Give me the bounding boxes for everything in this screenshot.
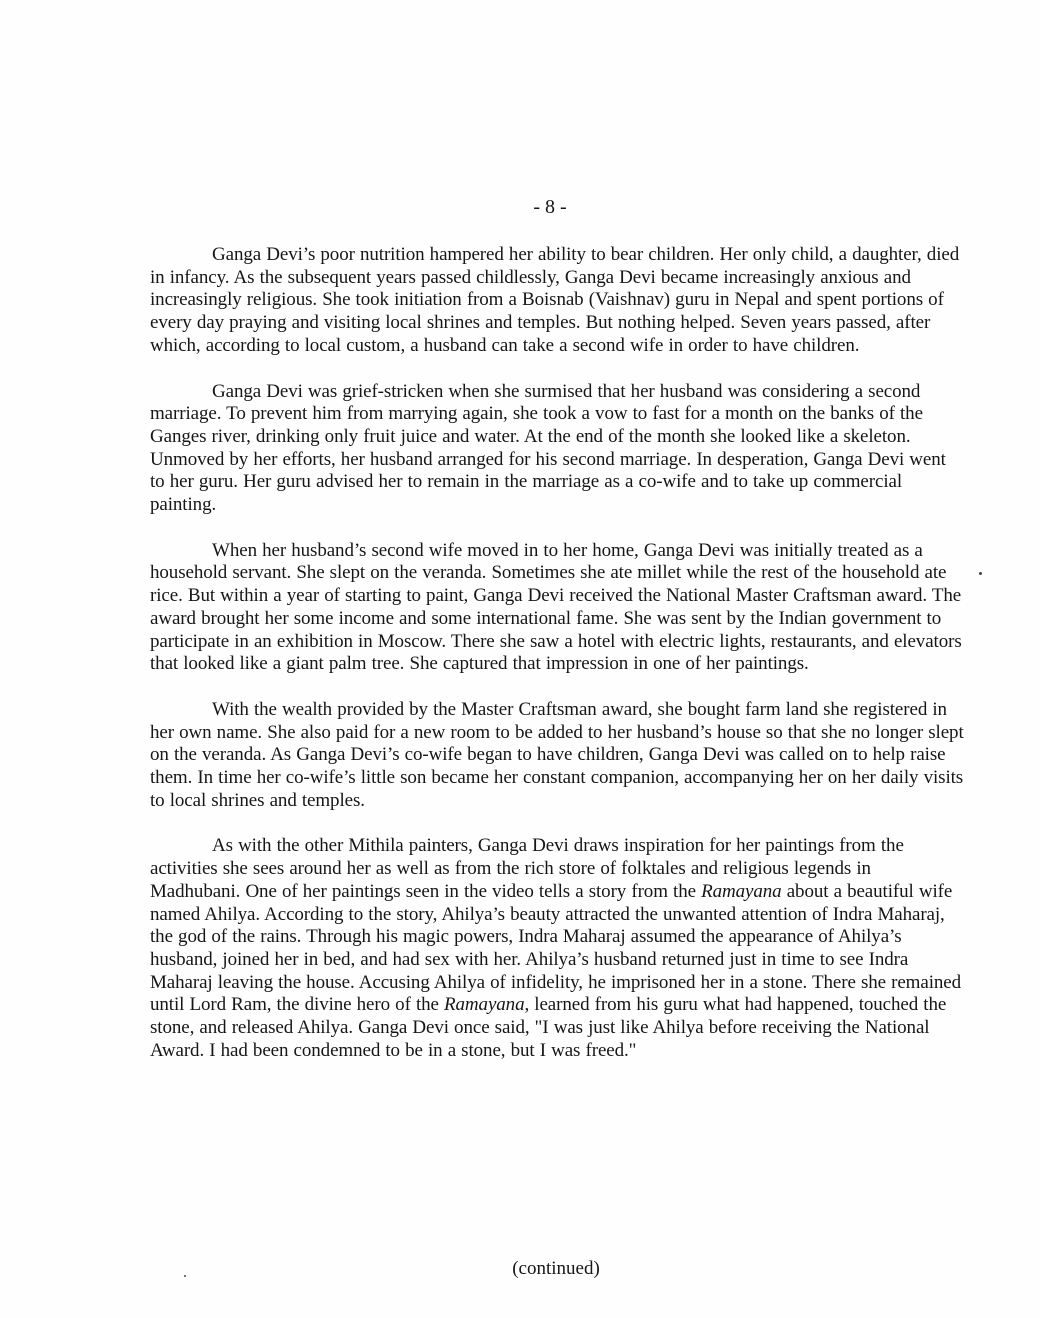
text-run: As with the other Mithila painters, Ganga Devi draws inspiration for her paintings from the activities she sees around her as well as from the rich store of folktales and religious legends in Madhubani. One of her paintings seen in the video tells a story from the — [150, 835, 904, 902]
scan-speck — [979, 572, 982, 575]
text-run: With the wealth provided by the Master Craftsman award, she bought farm land she registered in her own name. She also paid for a new room to be added to her husband’s house so that she no longer slept on the veranda. As Ganga Devi’s co-wife began to have children, Ganga Devi was called on to help raise them. In time her co-wife’s little son became her constant companion, accompanying her on her daily visits to local shrines and temples. — [150, 698, 964, 811]
continued-note: (continued) — [512, 1258, 600, 1279]
italic-title: Ramayana — [701, 880, 782, 902]
italic-title: Ramayana — [444, 994, 525, 1016]
page-number: - 8 - — [533, 196, 567, 218]
paragraph-5 — [150, 835, 965, 1062]
scan-speck — [184, 1275, 186, 1277]
text-run: , learned from his guru what had happened, touched the stone, and released Ahilya. Ganga Devi once said, "I was just like Ahilya before receiving the National Award. I had been condemned to be in a stone, but I was freed." — [150, 994, 947, 1061]
body-text — [150, 244, 965, 1086]
paragraph-4 — [150, 699, 965, 813]
paragraph-2 — [150, 381, 965, 517]
text-run: about a beautiful wife named Ahilya. According to the story, Ahilya’s beauty attracted the unwanted attention of Indra Maharaj, the god of the rains. Through his magic powers, Indra Maharaj assumed the appearance of Ahilya’s husband, joined her in bed, and had sex with her. Ahilya’s husband returned just in time to see Indra Maharaj leaving the house. Accusing Ahilya of infidelity, he imprisoned her in a stone. There she remained until Lord Ram, the divine hero of the — [150, 880, 962, 1016]
text-run: When her husband’s second wife moved in to her home, Ganga Devi was initially treated as a household servant. She slept on the veranda. Sometimes she ate millet while the rest of the household ate rice. But within a year of starting to paint, Ganga Devi received the National Master Craftsman award. The award brought her some income and some international fame. She was sent by the Indian government to participate in an exhibition in Moscow. There she saw a hotel with electric lights, restaurants, and elevators that looked like a giant palm tree. She captured that impression in one of her paintings. — [150, 539, 962, 675]
text-run: Ganga Devi’s poor nutrition hampered her ability to bear children. Her only child, a daughter, died in infancy. As the subsequent years passed childlessly, Ganga Devi became increasingly anxious and increasingly religious. She took initiation from a Boisnab (Vaishnav) guru in Nepal and spent portions of every day praying and visiting local shrines and temples. But nothing helped. Seven years passed, after which, according to local custom, a husband can take a second wife in order to have children. — [150, 244, 960, 356]
paragraph-3 — [150, 540, 965, 676]
paragraph-1 — [150, 244, 965, 358]
text-run: Ganga Devi was grief-stricken when she surmised that her husband was considering a second marriage. To prevent him from marrying again, she took a vow to fast for a month on the banks of the Ganges river, drinking only fruit juice and water. At the end of the month she looked like a skeleton. Unmoved by her efforts, her husband arranged for his second marriage. In desperation, Ganga Devi went to her guru. Her guru advised her to remain in the marriage as a co-wife and to take up commercial painting. — [150, 380, 946, 516]
